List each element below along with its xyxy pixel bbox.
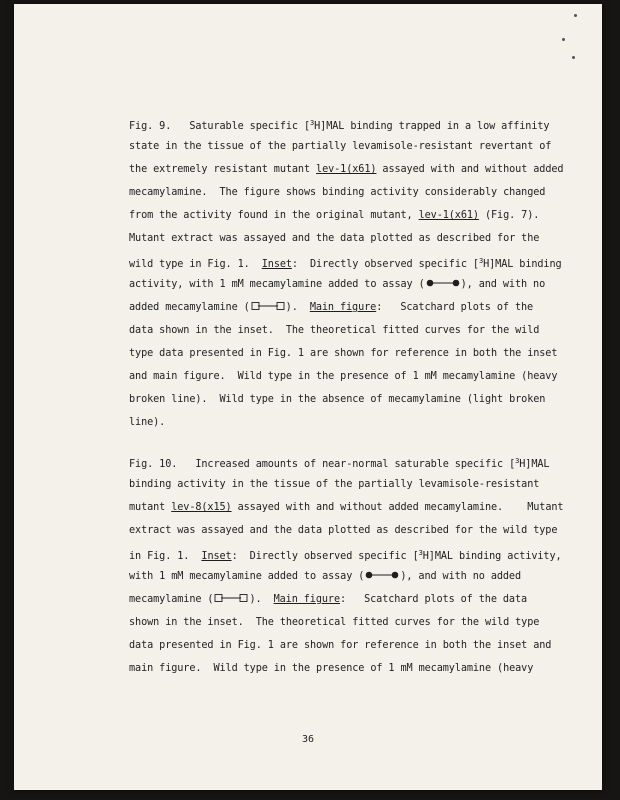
fig10-line-5 [129,542,579,565]
fig10-line-3 [129,496,579,519]
speck-mark [562,38,565,41]
open-square-line-symbol-icon [213,593,249,603]
text-run: : Scatchard plots of the [376,302,534,313]
fig9-line-10: data shown in the inset. The theoretical fitted curves for the wild [129,325,540,336]
superscript: 3 [478,257,484,265]
text-run: with 1 mM mecamylamine added to assay ( [129,571,365,582]
fig9-line-12: and main figure. Wild type in the presence of 1 mM mecamylamine (heavy [129,371,558,382]
mutant-name: lev-1(x61) [418,210,479,221]
page-number: 36 [301,734,315,745]
fig9-line-9 [129,296,579,319]
fig9-line-14: line). [129,417,166,428]
inset-heading: Inset [261,259,292,270]
text-run: : Directly observed specific [ [231,551,419,562]
fig10-line-4: extract was assayed and the data plotted as described for the wild type [129,525,558,536]
document-page [14,4,602,790]
fig9-line-2: state in the tissue of the partially levamisole-resistant revertant of [129,141,552,152]
fig9-caption [129,112,579,434]
superscript: 3 [515,457,520,465]
fig9-line-3 [129,158,579,181]
text-run: assayed with and without added mecamylamine. Mutant [231,502,564,513]
text-run: H]MAL binding activity, [422,551,562,562]
main-figure-heading: Main figure [273,594,340,605]
fig10-line-10: main figure. Wild type in the presence of 1 mM mecamylamine (heavy [129,663,534,674]
superscript: 3 [310,119,315,127]
superscript: 3 [418,549,423,557]
fig10-caption [129,450,579,680]
fig10-line-1 [129,450,579,473]
fig9-line-4: mecamylamine. The figure shows binding activity considerably changed [129,187,546,198]
text-run: the extremely resistant mutant [129,164,317,175]
text-run: ), and with no [460,279,546,290]
text-run: : Directly observed specific [ [291,259,479,270]
mutant-name: lev-1(x61) [316,164,377,175]
text-run: (Fig. 7). [478,210,540,221]
text-run: assayed with and without added [376,164,564,175]
fig9-line-5 [129,204,579,227]
text-run: : Scatchard plots of the data [339,594,528,605]
text-run: from the activity found in the original mutant, [129,210,419,221]
fig9-line-1 [129,112,579,135]
fig9-line-8 [129,273,579,296]
text-run: H]MAL [519,459,550,470]
text-run: mecamylamine ( [129,594,214,605]
fig10-line-9: data presented in Fig. 1 are shown for reference in both the inset and [129,640,552,651]
fig9-line-6: Mutant extract was assayed and the data plotted as described for the [129,233,540,244]
text-run: wild type in Fig. 1. [129,259,262,270]
text-run: ). [249,594,274,605]
speck-mark [574,14,577,17]
text-run: mutant [129,502,172,513]
text-run: added mecamylamine ( [129,302,250,313]
text-run: H]MAL binding [483,259,562,270]
speck-mark [572,56,575,59]
text-run: H]MAL binding trapped in a low affinity [314,121,550,132]
fig10-line-2: binding activity in the tissue of the partially levamisole-resistant [129,479,540,490]
text-run: Fig. 10. Increased amounts of near-normal saturable specific [ [129,459,516,470]
text-run: activity, with 1 mM mecamylamine added to assay ( [129,279,425,290]
filled-circle-line-symbol-icon [364,570,400,580]
mutant-name: lev-8(x15) [171,502,232,513]
main-figure-heading: Main figure [309,302,377,313]
fig10-line-7 [129,588,579,611]
filled-circle-line-symbol-icon [425,278,461,288]
text-run: ). [285,302,310,313]
inset-heading: Inset [201,551,232,562]
open-square-line-symbol-icon [250,301,286,311]
fig10-line-8: shown in the inset. The theoretical fitted curves for the wild type [129,617,540,628]
fig9-line-13: broken line). Wild type in the absence of mecamylamine (light broken [129,394,546,405]
fig9-line-11: type data presented in Fig. 1 are shown for reference in both the inset [129,348,558,359]
text-run: in Fig. 1. [129,551,202,562]
text-run: Fig. 9. Saturable specific [ [129,121,311,132]
fig10-line-6 [129,565,579,588]
fig9-line-7 [129,250,579,273]
text-run: ), and with no added [400,571,521,582]
